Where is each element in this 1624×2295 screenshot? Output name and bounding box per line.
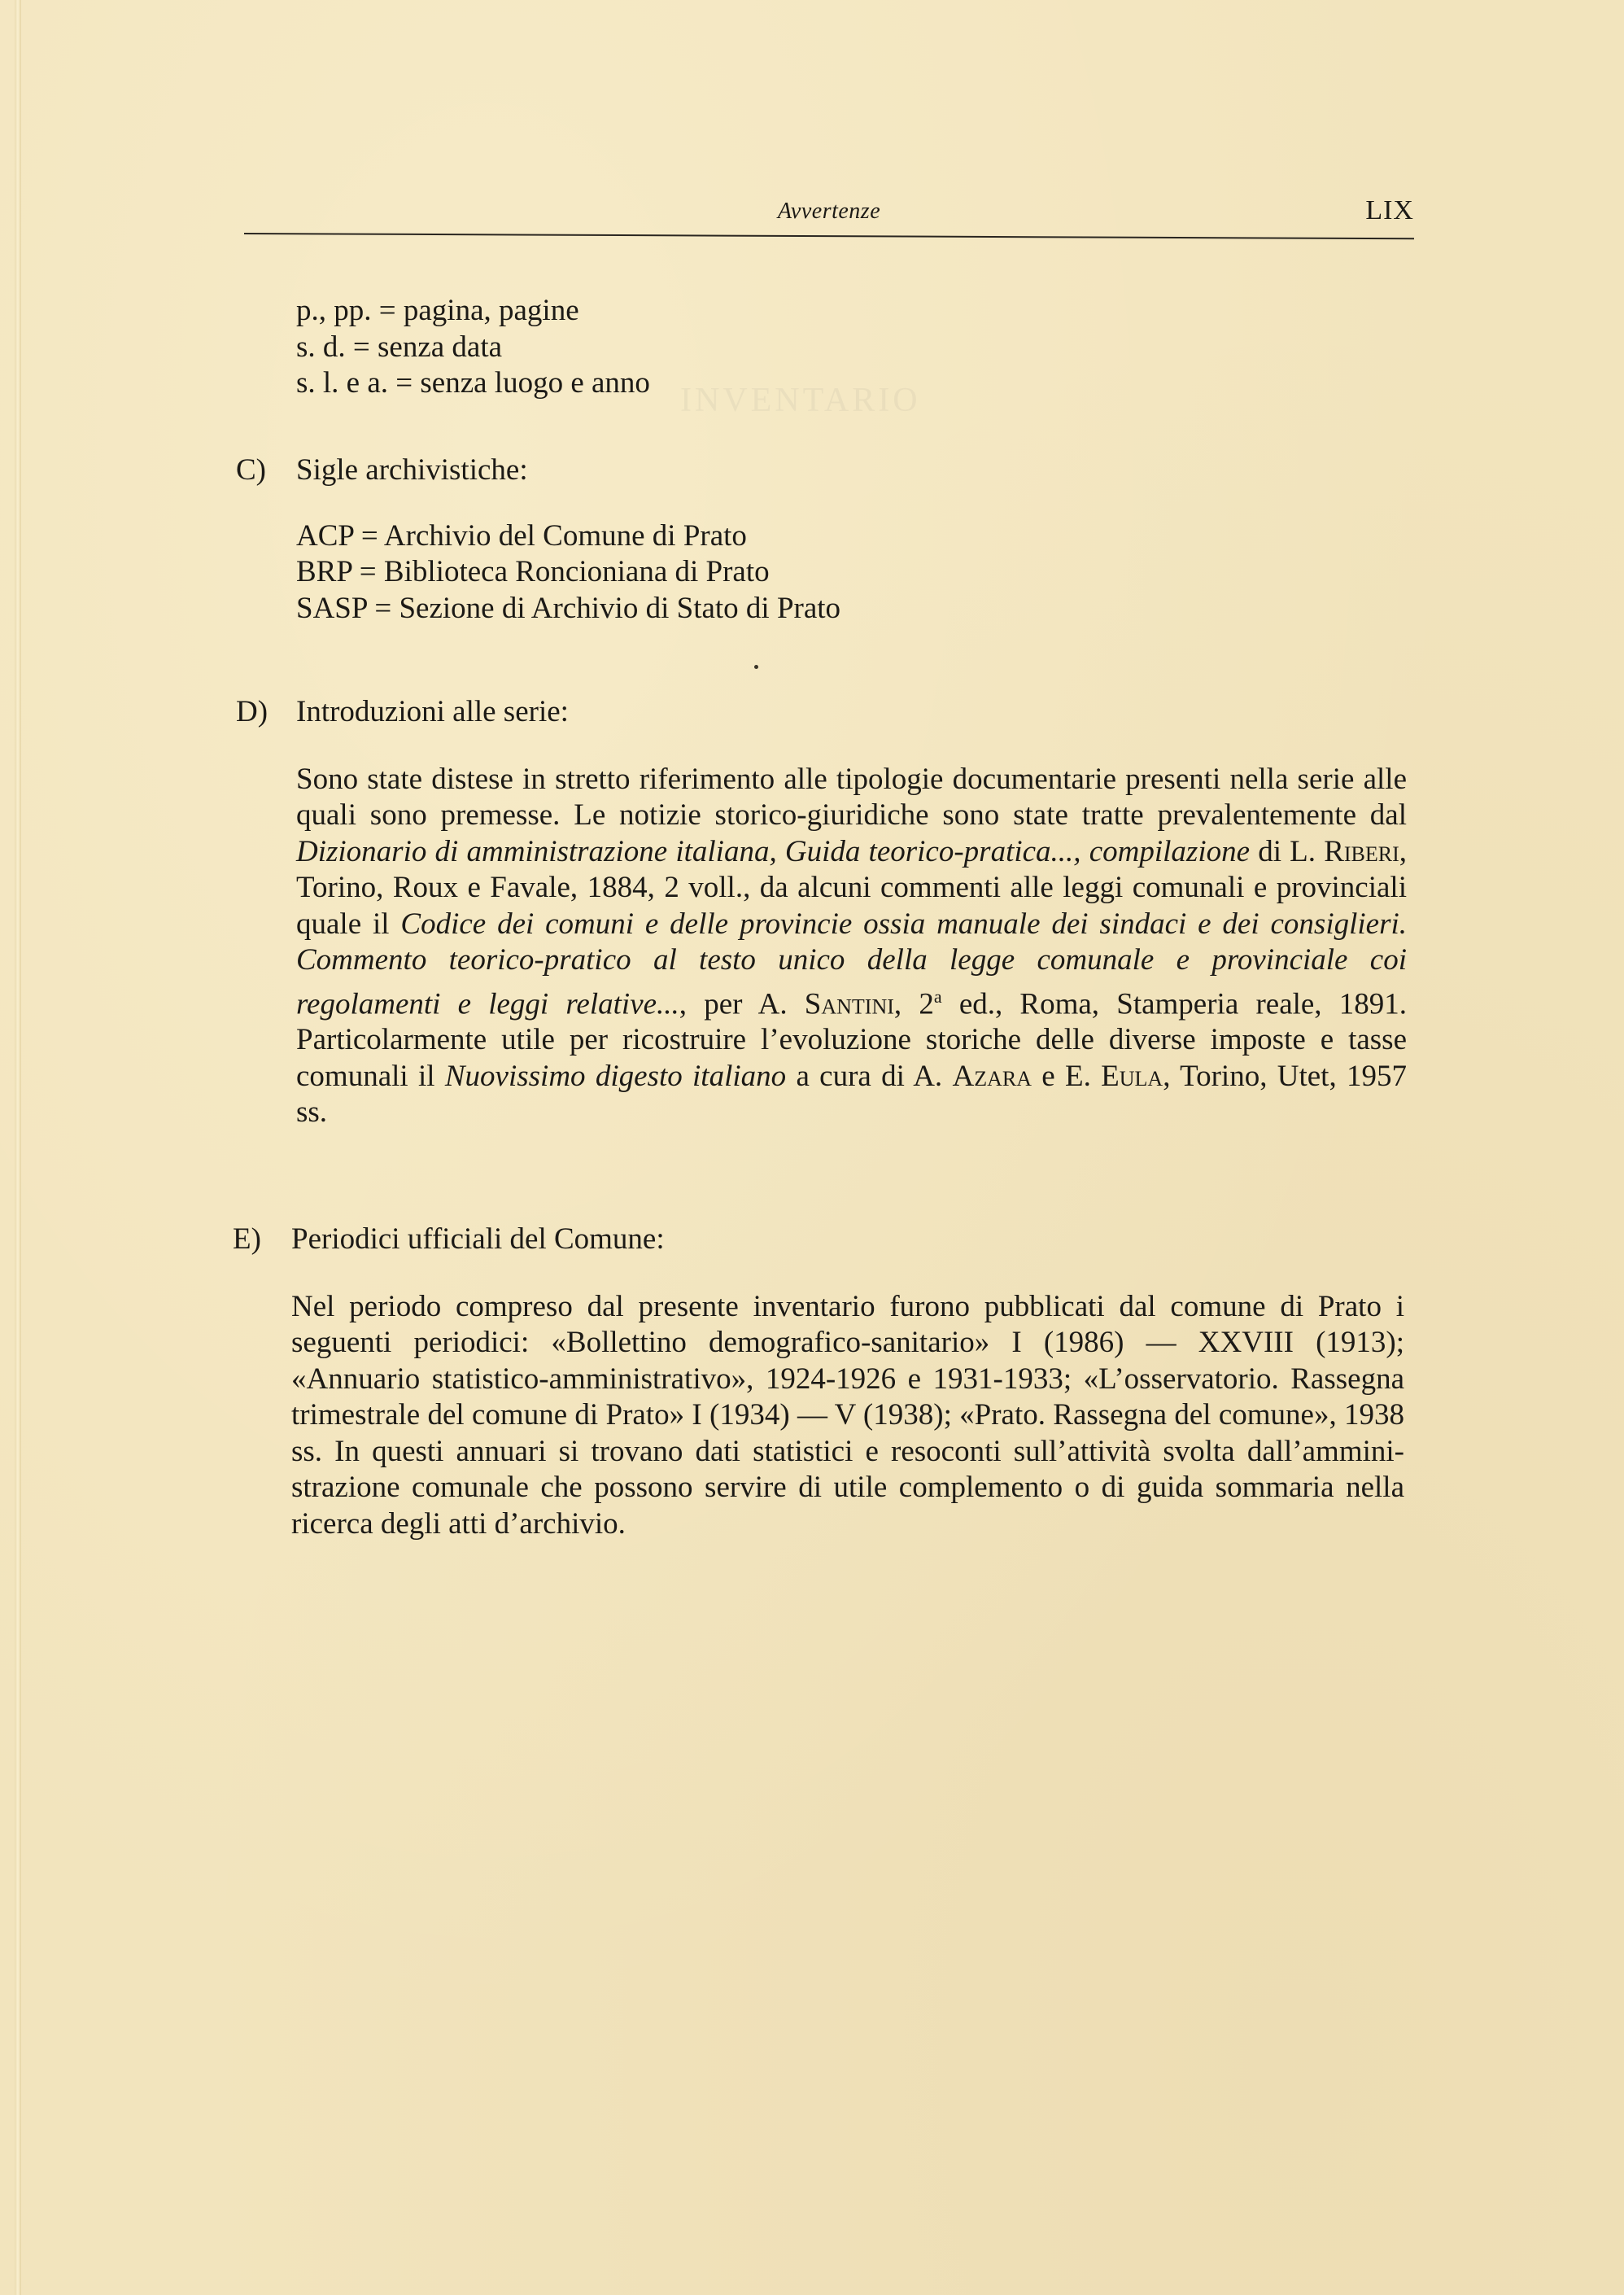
- bleed-through-watermark: INVENTARIO: [680, 382, 921, 419]
- text-run: a cura di A.: [786, 1059, 953, 1093]
- binding-edge: [15, 0, 21, 2295]
- abbreviation-item: p., pp. = pagina, pagine: [296, 294, 579, 327]
- author-name: Riberi: [1324, 834, 1399, 868]
- section-heading: [236, 694, 1408, 731]
- section-title: Introduzioni alle serie:: [296, 695, 569, 728]
- author-name: Santini: [804, 986, 894, 1021]
- section-letter: E): [233, 1222, 261, 1256]
- text-run: , Torino, Utet, 1957 ss.: [296, 1059, 1408, 1130]
- running-head: [244, 195, 1414, 228]
- superscript: a: [933, 986, 942, 1007]
- text-run: , Torino, Roux e Favale, 1884, 2 voll., da alcuni commenti alle leggi comunali e provinciali quale il: [296, 834, 1407, 941]
- sigla-item: ACP = Archivio del Comune di Prato: [296, 518, 747, 553]
- section-letter: D): [236, 695, 268, 728]
- work-title: Nuovissimo digesto italiano: [444, 1059, 787, 1093]
- section-title: Sigle archivistiche:: [296, 453, 528, 487]
- section-d-body: [296, 762, 1407, 1131]
- running-title: Avvertenze: [777, 199, 881, 224]
- text-run: , per A.: [679, 986, 805, 1021]
- work-title: Dizionario di amministrazione italiana, Guida teorico-pratica..., compilazione: [296, 834, 1251, 868]
- work-title: Codice dei comuni e delle provincie ossia manuale dei sindaci e dei consiglieri. Commento teorico-pratico al testo unico della legge comunale e provinciale coi regolamenti e leggi relative...: [296, 907, 1408, 1021]
- page-number: LIX: [1365, 195, 1414, 225]
- section-e: [233, 1222, 1404, 1542]
- print-speck: [754, 665, 758, 669]
- text-run: di L.: [1250, 834, 1325, 868]
- section-heading: [236, 452, 1408, 489]
- section-title: Periodici ufficiali del Comune:: [291, 1222, 665, 1256]
- sigle-list: [296, 518, 1408, 627]
- section-d: [236, 694, 1408, 1131]
- text-run: ed., Roma, Stamperia reale, 1891. Particolarmente utile per ricostruire l’evoluzione storiche delle diverse imposte e tasse comunali il: [296, 986, 1408, 1093]
- sigla-item: BRP = Biblioteca Roncioniana di Prato: [296, 555, 770, 588]
- section-c: [236, 452, 1408, 627]
- author-name: Azara: [952, 1059, 1032, 1093]
- section-e-body: Nel periodo compreso dal presente inventario furono pubblicati dal comune di Prato i seguenti periodici: «Bollettino demografico-sanitario» I (1986) — XXVIII (1913); «Annuario statistico-amministrativo», 1924-1926 e 1931-1933; «L’osservatorio. Rassegna trimestrale del comune di Prato» I (1934) — V (1938); «Prato. Rassegna del comune», 1938 ss. In questi annuari si trovano dati statistici e resoconti sull’attività svolta dall’amministrazione comunale che possono servire di utile complemento o di guida sommaria nella ricerca degli atti d’archivio.: [291, 1289, 1404, 1541]
- text-run: e E.: [1031, 1059, 1102, 1093]
- abbreviation-list: [296, 293, 650, 402]
- author-name: Eula: [1101, 1059, 1163, 1093]
- sigla-item: SASP = Sezione di Archivio di Stato di Prato: [296, 591, 841, 625]
- section-heading: [233, 1222, 1404, 1258]
- section-letter: C): [236, 453, 266, 487]
- abbreviation-item: s. d. = senza data: [296, 330, 503, 364]
- abbreviation-item: s. l. e a. = senza luogo e anno: [296, 366, 650, 400]
- text-run: Sono state distese in stretto riferimento alle tipologie documentarie presenti nella serie alle quali sono premesse. Le notizie storico-giuridiche sono state tratte prevalentemente dal: [296, 762, 1407, 832]
- text-run: , 2: [893, 986, 934, 1021]
